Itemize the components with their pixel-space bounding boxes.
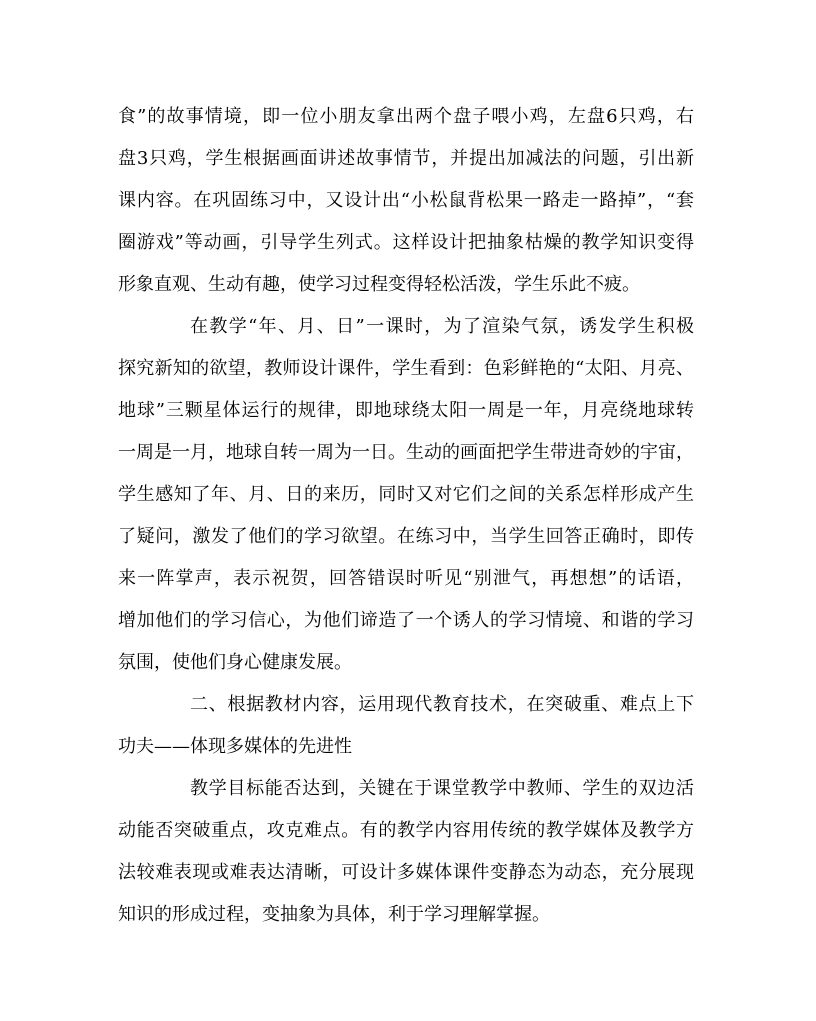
- paragraph-4-line-3: 法较难表现或难表达清晰，可设计多媒体课件变静态为动态，充分展现: [118, 862, 694, 883]
- section-heading-line-2: 功夫——体现多媒体的先进性: [118, 736, 352, 757]
- paragraph-2-line-3: 地球”三颗星体运行的规律，即地球绕太阳一周是一年，月亮绕地球转: [118, 400, 694, 421]
- paragraph-1-line-2: 盘3只鸡，学生根据画面讲述故事情节，并提出加减法的问题，引出新: [118, 148, 694, 169]
- paragraph-2-line-4: 一周是一月，地球自转一周为一日。生动的画面把学生带进奇妙的宇宙，: [118, 442, 694, 463]
- paragraph-4-line-2: 动能否突破重点，攻克难点。有的教学内容用传统的教学媒体及教学方: [118, 820, 694, 841]
- paragraph-2-line-6: 了疑问，激发了他们的学习欲望。在练习中，当学生回答正确时，即传: [118, 526, 694, 547]
- paragraph-1-line-3: 课内容。在巩固练习中，又设计出“小松鼠背松果一路走一路掉”，“套: [118, 190, 694, 211]
- paragraph-4-line-4: 知识的形成过程，变抽象为具体，利于学习理解掌握。: [118, 904, 550, 925]
- paragraph-1-line-5: 形象直观、生动有趣，使学习过程变得轻松活泼，学生乐此不疲。: [118, 274, 640, 295]
- paragraph-2-line-2: 探究新知的欲望，教师设计课件，学生看到：色彩鲜艳的“太阳、月亮、: [118, 358, 694, 379]
- paragraph-4-line-1: 教学目标能否达到，关键在于课堂教学中教师、学生的双边活: [190, 778, 694, 799]
- paragraph-1-line-4: 圈游戏”等动画，引导学生列式。这样设计把抽象枯燥的教学知识变得: [118, 232, 694, 253]
- paragraph-2-line-5: 学生感知了年、月、日的来历，同时又对它们之间的关系怎样形成产生: [118, 484, 694, 505]
- paragraph-1-line-1: 食”的故事情境，即一位小朋友拿出两个盘子喂小鸡，左盘6只鸡，右: [118, 106, 694, 127]
- paragraph-2-line-7: 来一阵掌声，表示祝贺，回答错误时听见“别泄气，再想想”的话语，: [118, 568, 694, 589]
- paragraph-2-line-8: 增加他们的学习信心，为他们谛造了一个诱人的学习情境、和谐的学习: [118, 610, 694, 631]
- paragraph-2-line-9: 氛围，使他们身心健康发展。: [118, 652, 352, 673]
- section-heading-line-1: 二、根据教材内容，运用现代教育技术，在突破重、难点上下: [190, 694, 694, 715]
- paragraph-2-line-1: 在教学“年、月、日”一课时，为了渲染气氛，诱发学生积极: [190, 316, 694, 337]
